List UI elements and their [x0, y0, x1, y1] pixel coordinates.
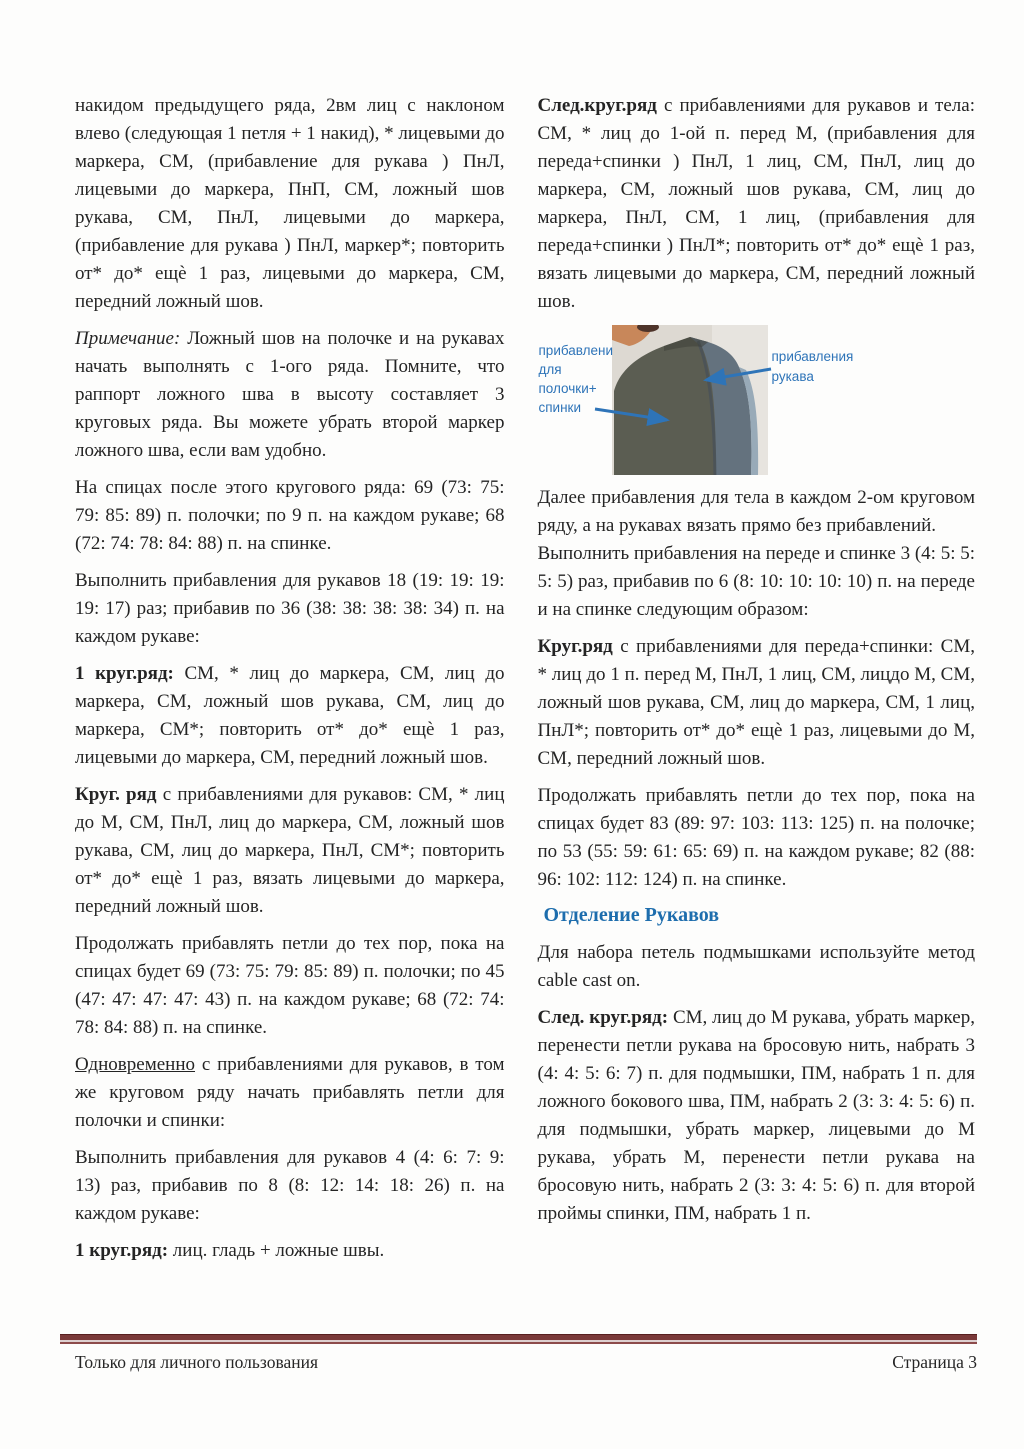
section-heading: Отделение Рукавов: [543, 904, 720, 926]
next-round-paragraph: След. круг.ряд: СМ, лиц до М рукава, убрать маркер, перенести петли рукава на бросовую нить, набрать 3 (4: 4: 5: 6: 7) п. для подмышки, ПМ, набрать 1 п. для ложного бокового шва, ПМ, набрать 2 (3: 3: 4: 5: 6) п. для подмышки, убрать маркер, лицевыми до М рукава, убрать М, перенести петли рукава на бросовую нить, набрать 2 (3: 3: 4: 5: 6) п. для второй проймы спинки, ПМ, набрать 1 п.: [537, 1007, 975, 1224]
paragraph: накидом предыдущего ряда, 2вм лиц с наклоном влево (следующая 1 петля + 1 накид), * лицевыми до маркера, СМ, (прибавление для рукава ) ПнЛ, лицевыми до маркера, ПнП, СМ, ложный шов рукава, СМ, ПнЛ, лицевыми до маркера, (прибавление для рукава ) ПнЛ, маркер*; повторить от* до* ещѐ 1 раз, лицевыми до маркера, СМ, передний ложный шов.: [75, 95, 505, 312]
paragraph: На спицах после этого кругового ряда: 69 (73: 75: 79: 85: 89) п. полочки; по 9 п. на каждом рукаве; 68 (72: 74: 78: 84: 88) п. на спинке.: [75, 477, 505, 554]
paragraph: Продолжать прибавлять петли до тех пор, пока на спицах будет 69 (73: 75: 79: 85: 89) п. полочки; по 45 (47: 47: 47: 47: 43) п. на каждом рукаве; 68 (72: 74: 78: 84: 88) п. на спинке.: [75, 933, 505, 1038]
paragraph: Для набора петель подмышками используйте метод cable cast on.: [537, 942, 975, 991]
round-1-paragraph: 1 круг.ряд: лиц. гладь + ложные швы.: [75, 1240, 385, 1261]
paragraph: Выполнить прибавления для рукавов 18 (19: 19: 19: 19: 17) раз; прибавив по 36 (38: 38: 38: 38: 34) п. на каждом рукаве:: [75, 570, 505, 647]
round-1-paragraph: 1 круг.ряд: СМ, * лиц до маркера, СМ, лиц до маркера, СМ, ложный шов рукава, СМ, лиц до маркера, СМ*; повторить от* до* ещѐ 1 раз, лицевыми до маркера, СМ, передний ложный шов.: [75, 663, 505, 768]
annotation-front-back-increases: прибавлени для полочки+ спинки: [538, 343, 614, 415]
left-column: [75, 92, 505, 1274]
round-paragraph: Круг.ряд с прибавлениями для переда+спинки: СМ, * лиц до 1 п. перед М, ПнЛ, 1 лиц, СМ, лицдо М, СМ, ложный шов рукава, СМ, лиц до маркера, СМ, 1 лиц, ПнЛ*; повторить от* до* ещѐ 1 раз, лицевыми до М, СМ, передний ложный шов.: [537, 636, 975, 769]
paragraph: Выполнить прибавления для рукавов 4 (4: 6: 7: 9: 13) раз, прибавив по 8 (8: 12: 14: 18: 26) п. на каждом рукаве:: [75, 1147, 505, 1224]
note-paragraph: Примечание: Ложный шов на полочке и на рукавах начать выполнять с 1-ого ряда. Помните, что раппорт ложного шва в высоту составляет 3 круговых ряда. Вы можете убрать второй маркер ложного шва, если вам удобно.: [75, 328, 505, 461]
sweater-figure: [538, 325, 976, 475]
annotation-sleeve-increases: прибавления рукава: [771, 349, 854, 384]
page-number: Страница 3: [892, 1352, 977, 1372]
paragraph: Далее прибавления для тела в каждом 2-ом круговом ряду, а на рукавах вязать прямо без прибавлений.: [537, 487, 975, 536]
round-paragraph: Круг. ряд с прибавлениями для рукавов: СМ, * лиц до М, СМ, ПнЛ, лиц до маркера, СМ, ложный шов рукава, СМ, лиц до маркера, ПнЛ, СМ*; повторить от* до* ещѐ 1 раз, вязать лицевыми до маркера, передний ложный шов.: [75, 784, 505, 917]
paragraph: Одновременно с прибавлениями для рукавов, в том же круговом ряду начать прибавлять петли для полочки и спинки:: [75, 1054, 505, 1131]
next-round-paragraph: След.круг.ряд с прибавлениями для рукавов и тела: СМ, * лиц до 1-ой п. перед М, (прибавления для переда+спинки ) ПнЛ, 1 лиц, СМ, ПнЛ, лиц до маркера, СМ, ложный шов рукава, СМ, лиц до маркера, ПнЛ, СМ, 1 лиц, (прибавления для переда+спинки ) ПнЛ*; повторить от* до* ещѐ 1 раз, вязать лицевыми до маркера, СМ, передний ложный шов.: [537, 95, 975, 312]
paragraph: Выполнить прибавления на переде и спинке 3 (4: 5: 5: 5: 5) раз, прибавив по 6 (8: 10: 10: 10: 10) п. на переде и на спинке следующим образом:: [537, 543, 975, 620]
footer-note: Только для личного пользования: [75, 1352, 319, 1372]
page-footer: [60, 1334, 977, 1374]
paragraph: Продолжать прибавлять петли до тех пор, пока на спицах будет 83 (89: 97: 103: 113: 125) п. на полочке; по 53 (55: 59: 61: 65: 69) п. на каждом рукаве; 82 (88: 96: 102: 112: 124) п. на спинке.: [537, 785, 975, 890]
right-column: [538, 92, 976, 1274]
